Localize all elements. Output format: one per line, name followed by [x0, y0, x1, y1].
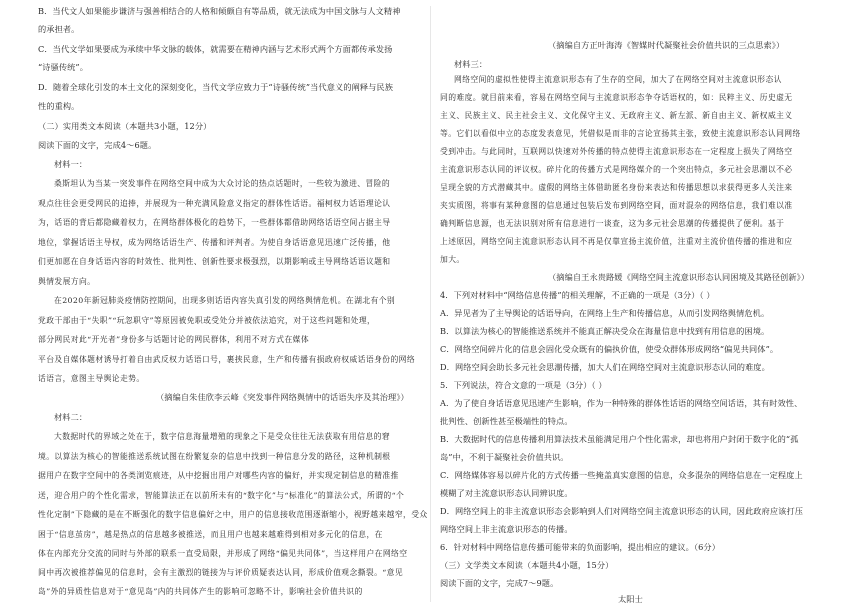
material-one-source: （摘编自朱佳欣李云峰《突发事件网络舆情中的话语失序及其治理》）: [156, 392, 409, 402]
material-three-source: （摘编自王永贵路媛《网络空间主流意识形态认同困境及其路径创新》）: [548, 272, 810, 282]
question-5-stem: 5．下列说法，符合文意的一项是（3分）（ ）: [440, 380, 607, 390]
material-three-line: 主义、民族主义、民主社会主义、文化保守主义、无政府主义、新左派、新自由主义、新权威主义: [440, 111, 793, 120]
material-three-line: 上述原因，网络空间主流意识形态认同不再是仅靠宣扬主流价值，注重对主流价值传播的推进和应: [440, 237, 793, 246]
material-two-line: 性化定制”下隐藏的是在不断强化的数字信息偏好之中，用户的信息接收范围逐渐缩小，视野越来越窄，受众: [38, 510, 428, 519]
literary-text-title: 太阳士: [618, 594, 643, 604]
material-one-line: 舆情发展方向。: [38, 277, 96, 286]
option-d-line1: D．随着全球化引发的本土文化的深刻变化，当代文学应致力于“诗骚传统”当代意义的阐释与民族: [38, 82, 394, 92]
material-one-line: 们更加愿在自身话语内容的时效性、批判性、创新性要求极强烈，以期影响或主导网络话语议题和: [38, 257, 391, 266]
material-two-label: 材料二：: [54, 412, 88, 422]
option-c-line1: C．当代文学如果要成为承续中华文脉的载体，就需要在精神内涵与艺术形式两个方面都传承发扬: [38, 44, 393, 54]
material-two-line: 送，迎合用户的个性化需求，智能算法正在以前所未有的“数字化”与“标准化”的算法公式，所谓的“个: [38, 491, 405, 500]
material-three-label: 材料三：: [454, 59, 488, 69]
question-4-option-b: B．以算法为核心的智能推送系统并不能真正解决受众在海量信息中找到有用信息的困境。: [440, 326, 770, 336]
question-5-option-b-line1: B．大数据时代的信息传播利用算法技术虽能满足用户个性化需求，却也将用户封闭于数字化的“孤: [440, 434, 799, 444]
material-one-line: 部分网民对此“开光者”身份多与话题讨论的网民群体，利用不对方式在媒体: [38, 335, 310, 344]
material-three-line: 等。它们以看似中立的态度发表意见，凭借似是而非的言论宣扬其主张，致使主流意识形态认同网络: [440, 129, 801, 138]
material-two-line: 体在内部充分交流的同时与外部的联系一直受局限，并形成了网络“偏见共同体”，当这样用户在网络空: [38, 549, 408, 558]
option-b-line1: B．当代文人如果能步谦济与强善相结合的人格和倾颇自有等品质，就无法成为中国文脉与人文精神: [38, 6, 401, 16]
reading-instruction-literary: 阅读下面的文字，完成7～9题。: [440, 578, 559, 588]
question-5-option-a-line1: A．为了使自身话语意见迅速产生影响，作为一种特殊的群体性话语的网络空间话语，其有时效性、: [440, 398, 803, 408]
reading-instruction: 阅读下面的文字，完成4～6题。: [38, 140, 157, 150]
material-one-label: 材料一：: [54, 159, 88, 169]
section-heading-practical: （二）实用类文本阅读（本题共3小题，12分）: [38, 121, 212, 131]
material-three-line: 主流意识形态认同的评议权。碎片化的传播方式是网络媒介的一个突出特点，多元社会思潮以不必: [440, 165, 793, 174]
option-b-line2: 的承担者。: [38, 24, 80, 34]
material-two-line: 困于“信息茧房”，越是热点的信息越多被推送，而且用户也越来越难得到相对多元化的信息，在: [38, 530, 383, 539]
material-two-source: （摘编自方正叶海涛《智媒时代凝聚社会价值共识的三点思索》）: [548, 40, 785, 50]
section-heading-literary: （三）文学类文本阅读（本题共4小题，15分）: [440, 560, 614, 570]
material-three-line: 受到冲击。与此同时，互联网以快速对外传播的特点使得主流意识形态在一定程度上损失了网络空: [440, 147, 793, 156]
column-divider: [430, 6, 431, 602]
question-5-option-c-line2: 模糊了对主流意识形态认同辨识度。: [440, 488, 573, 498]
material-one-line: 桑斯坦认为当某一突发事件在网络空间中成为大众讨论的热点话题时，一些较为激进、冒险的: [54, 179, 391, 188]
material-three-line: 加大。: [440, 255, 465, 264]
material-one-line: 党政干部由于“失职”“玩忽职守”等原因被免职或受处分并被依法追究，对于这些问题和处理，: [38, 316, 376, 325]
question-4-option-d: D．网络空间会助长多元社会思潮传播，加大人们在网络空间对主流意识形态认同的难度。: [440, 362, 770, 372]
question-6-stem: 6．针对材料中网络信息传播可能带来的负面影响，提出相应的建议。（6分）: [440, 542, 721, 552]
question-5-option-d-line2: 网络空间上非主流意识形态的传播。: [440, 524, 573, 534]
material-three-line: 确判断信息源，也无法识别对所有信息进行一谈查，这为多元社会思潮的传播提供了便利。基于: [440, 219, 785, 228]
material-three-line: 同的难度。就目前来看，容易在网络空间与主流意识形态争夺话语权的，如：民粹主义、历史虚无: [440, 93, 793, 102]
question-4-option-c: C．网络空间碎片化的信息会固化受众既有的偏执价值，使受众群体形成网络“偏见共同体”。: [440, 344, 779, 354]
material-one-line: 地位，掌握话语主导权，成为网络话语生产、传播和评判者。为使自身话语意见迅速广泛传播，他: [38, 238, 391, 247]
material-two-line: 据用户在数字空间中的各类浏览痕迹，从中挖掘出用户对哪些内容的偏好，并实现定制信息的精准推: [38, 471, 399, 480]
material-one-line: 平台及自媒体题材诱导打着自由武反权力话语口号，裹挟民意，生产和传播有损政府权威话语身份的网络: [38, 355, 416, 364]
material-one-line: 在2020年新冠肺炎疫情防控期间，出现多则话语内容失真引发的网络舆情危机。在湖北有个别: [54, 296, 396, 305]
question-5-option-d-line1: D．网络空间上的非主流意识形态会影响到人们对网络空间主流意识形态的认同，因此政府应该打压: [440, 506, 804, 516]
question-5-option-b-line2: 岛”中，不利于凝聚社会价值共识。: [440, 452, 569, 462]
question-4-option-a: A．异见者为了主导舆论的话语导向，在网络上生产和传播信息，从而引发网络舆情危机。: [440, 308, 770, 318]
question-5-option-c-line1: C．网络媒体容易以碎片化的方式传播一些掩盖真实意图的信息，众多混杂的网络信息在一定程度上: [440, 470, 803, 480]
material-one-line: 观点往往会更受网民的追捧，并展现为一种充满风险意义指定的群体性话语。福柯权力话语理论认: [38, 199, 391, 208]
material-three-line: 网络空间的虚拟性使得主流意识形态有了生存的空间，加大了在网络空间对主流意识形态认: [454, 75, 782, 84]
material-two-line: 岛”外的异质性信息对于“意见岛”内的共同体产生的影响可忽略不计，影响社会价值共识的: [38, 587, 363, 596]
option-d-line2: 性的重构。: [38, 101, 80, 111]
option-c-line2: “诗骚传统”。: [38, 62, 89, 72]
question-4-stem: 4．下列对材料中“网络信息传播”的相关理解，不正确的一项是（3分）（ ）: [440, 290, 715, 300]
material-three-line: 夹实质图，将事有某种意图的信息通过包装后发布到网络空间，面对混杂的网络信息，我们难以准: [440, 201, 793, 210]
question-5-option-a-line2: 批判性、创新性甚至极端性的特点。: [440, 416, 573, 426]
material-one-line: 为，话语的背后都隐藏着权力，在网络群体极化的趋势下，一些群体都借助网络话语空间占据主导: [38, 218, 391, 227]
material-one-line: 话语言，意图主导舆论走势。: [38, 374, 145, 383]
material-two-line: 间中再次被推荐偏见的信息时，会有主激烈的链接为与评价质疑表达认同，形成价值观念撕裂。“意见: [38, 568, 404, 577]
material-two-line: 大数据时代的界域之处在于，数字信息海量增殖的现象之下是受众往往无法获取有用信息的窘: [54, 432, 391, 441]
material-two-line: 境。以算法为核心的智能推送系统试图在纷繁复杂的信息中找到一种信息分发的路径，这种机制根: [38, 452, 391, 461]
material-three-line: 呈现全貌的方式潜藏其中。虚假的网络主体借助匿名身份来表达和传播思想以求获得更多人关注来: [440, 183, 793, 192]
